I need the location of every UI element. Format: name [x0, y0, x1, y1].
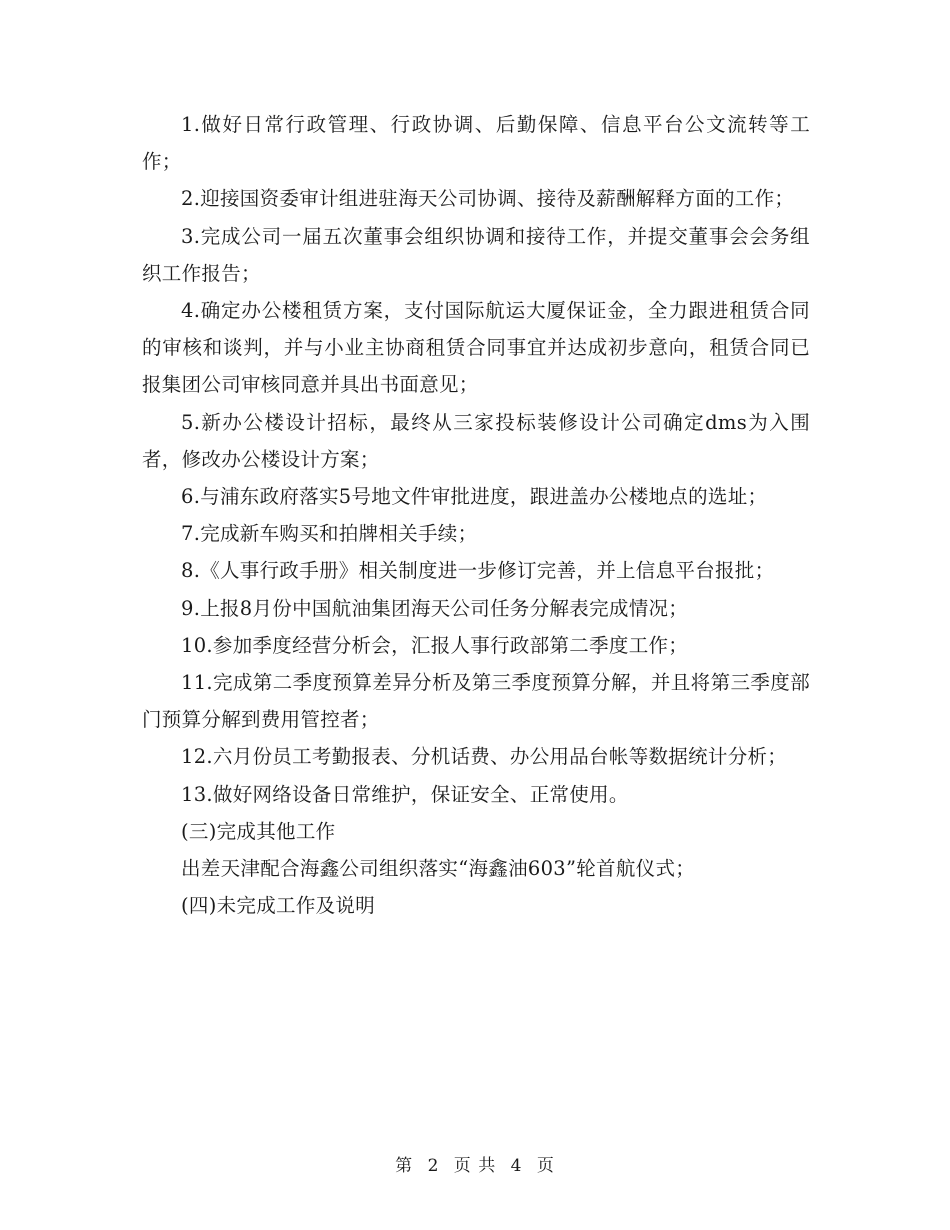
footer-suffix: 页: [536, 1156, 555, 1176]
footer-prefix: 第: [395, 1156, 414, 1176]
paragraph-item-8: 8.《人事行政手册》相关制度进一步修订完善，并上信息平台报批；: [181, 559, 775, 583]
paragraph-item-3: 3.完成公司一届五次董事会组织协调和接待工作，并提交董事会会务组织工作报告；: [142, 224, 810, 285]
document-body: [142, 106, 810, 924]
page-footer: [0, 1154, 950, 1178]
footer-middle: 页 共: [453, 1156, 497, 1176]
paragraph-item-13: 13.做好网络设备日常维护，保证安全、正常使用。: [181, 782, 629, 806]
paragraph-item-11: 11.完成第二季度预算差异分析及第三季度预算分解，并且将第三季度部门预算分解到费用管控者；: [142, 671, 810, 732]
paragraph-item-9: 9.上报8月份中国航油集团海天公司任务分解表完成情况；: [181, 596, 689, 620]
paragraph-item-12: 12.六月份员工考勤报表、分机话费、办公用品台帐等数据统计分析；: [181, 745, 788, 769]
paragraph-item-7: 7.完成新车购买和拍牌相关手续；: [181, 522, 478, 546]
current-page-number: 2: [427, 1156, 440, 1176]
paragraph-other-work: 出差天津配合海鑫公司组织落实“海鑫油603”轮首航仪式；: [181, 857, 696, 881]
paragraph-item-6: 6.与浦东政府落实5号地文件审批进度，跟进盖办公楼地点的选址；: [181, 485, 768, 509]
paragraph-item-4: 4.确定办公楼租赁方案，支付国际航运大厦保证金，全力跟进租赁合同的审核和谈判，并与小业主协商租赁合同事宜并达成初步意向，租赁合同已报集团公司审核同意并具出书面意见；: [142, 299, 810, 397]
paragraph-item-5: 5.新办公楼设计招标，最终从三家投标装修设计公司确定dms为入围者，修改办公楼设计方案；: [142, 410, 810, 471]
paragraph-item-2: 2.迎接国资委审计组进驻海天公司协调、接待及薪酬解释方面的工作；: [181, 187, 795, 211]
section-heading-other-work: (三)完成其他工作: [181, 819, 336, 843]
total-page-count: 4: [510, 1156, 523, 1176]
paragraph-item-1: 1.做好日常行政管理、行政协调、后勤保障、信息平台公文流转等工作；: [142, 113, 810, 174]
paragraph-item-10: 10.参加季度经营分析会，汇报人事行政部第二季度工作；: [181, 633, 689, 657]
section-heading-unfinished-work: (四)未完成工作及说明: [181, 894, 376, 918]
